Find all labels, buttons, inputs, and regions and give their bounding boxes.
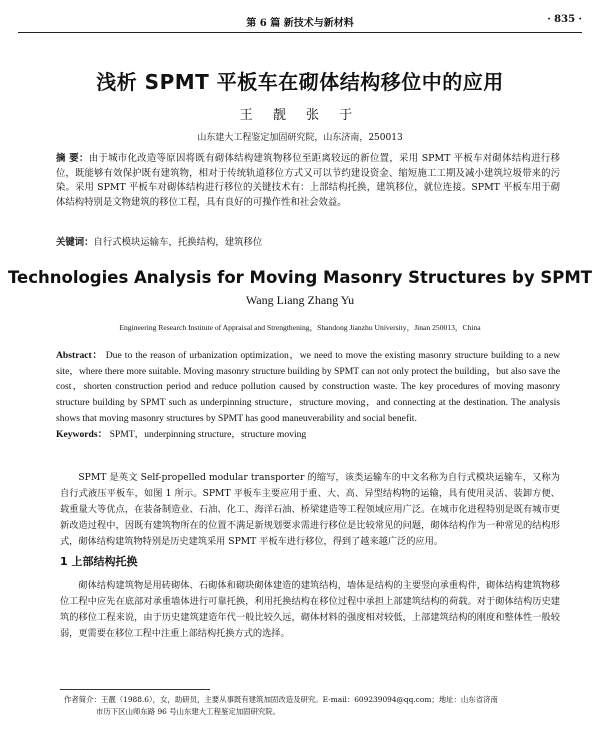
footnote-rule [60,689,210,690]
section-1-heading: 1 上部结构托换 [60,555,138,568]
english-affiliation: Engineering Research Institute of Appraisal and Strengthening，Shandong Jianzhu University，Jinan 250013，China [119,323,481,332]
running-head-title: 第 6 篇 新技术与新材料 [246,18,354,29]
chinese-affiliation: 山东建大工程鉴定加固研究院，山东济南，250013 [197,133,403,143]
english-keywords-text: SPMT，underpinning structure，structure moving [109,428,307,440]
footnote-line-2: 市历下区山师东路 96 号山东建大工程鉴定加固研究院。 [96,707,281,716]
chinese-keywords-text: 自行式模块运输车，托换结构，建筑移位 [93,237,263,248]
author-footnote [64,694,560,718]
english-abstract-label: Abstract： [56,350,103,361]
english-abstract [56,348,560,442]
chinese-title: 浅析 SPMT 平板车在砌体结构移位中的应用 [96,70,504,94]
intro-paragraph: SPMT 是英文 Self-propelled modular transporter 的缩写，该类运输车的中文名称为自行式模块运输车，又称为自行式液压平板车，如图 1 所示。SPMT 平板车主要应用于重、大、高、异型结构物的运输，具有使用灵活、装卸方便、载重量大等优点，在装备制造业、石油、化工、海洋石油、桥梁建造等工程领域应用广泛。在城市化进程特别是既有城市更新改造过程中，因既有建筑物所在的位置不满足新规划要求需进行移位是比较常见的问题，砌体结构作为一种常见的结构形式，砌体结构建筑物特别是历史建筑采用 SPMT 平板车进行移位，得到了越来越广泛的应用。 [60,472,560,547]
chinese-abstract-text: 由于城市化改造等原因将既有砌体结构建筑物移位至距离较远的新位置，采用 SPMT 平板车对砌体结构进行移位，既能够有效保护既有建筑物，相对于传统轨道移位方式又可以节约建设资金、缩短施工工期及减小建筑垃圾带来的污染。采用 SPMT 平板车对砌体结构进行移位的关键技术有：上部结构托换，建筑移位，就位连接。SPMT 平板车用于砌体结构特别是文物建筑的移位工程，具有良好的可操作性和社会效益。 [56,153,560,208]
chinese-keywords [56,236,560,251]
english-abstract-text: Due to the reason of urbanization optimization，we need to move the existing masonry structure building to a new site，where there more suitable. Moving masonry structure building by SPMT can not only protect the building，but also save the cost，shorten construction period and reduce pollution caused by construction waste. The key procedures of moving masonry structure building by SPMT such as underpinning structure，structure moving，and connecting at the destination. The analysis shows that moving masonry structures by SPMT has good maneuverability and social benefit. [56,350,561,424]
section-1-paragraph: 砌体结构建筑物是用砖砌体、石砌体和砌块砌体建造的建筑结构，墙体是结构的主要竖向承重构件，砌体结构建筑物移位工程中应先在底部对承重墙体进行可靠托换，利用托换结构在移位过程中承担上部建筑结构的荷载。对于砌体结构历史建筑的移位工程来说，由于历史建筑建造年代一般比较久远，砌体材料的强度相对较低，上部建筑结构的刚度和整体性一般较弱，更需要在移位工程中注重上部结构托换方式的选择。 [60,580,560,639]
english-keywords-label: Keywords： [56,428,108,440]
chinese-abstract [56,152,560,210]
running-head [18,14,582,33]
chinese-abstract-label: 摘 要： [56,153,89,164]
page-number: · 835 · [547,14,582,25]
chinese-keywords-label: 关键词： [56,237,94,248]
chinese-authors: 王 靓 张 于 [239,108,361,123]
english-title: Technologies Analysis for Moving Masonry Structures by SPMT [7,268,593,287]
english-authors: Wang Liang Zhang Yu [245,293,355,307]
footnote-line-1: 作者简介：王靓（1988.6），女，助研员，主要从事既有建筑加固改造及研究。E-mail：609239094@qq.com；地址：山东省济南 [64,695,498,704]
